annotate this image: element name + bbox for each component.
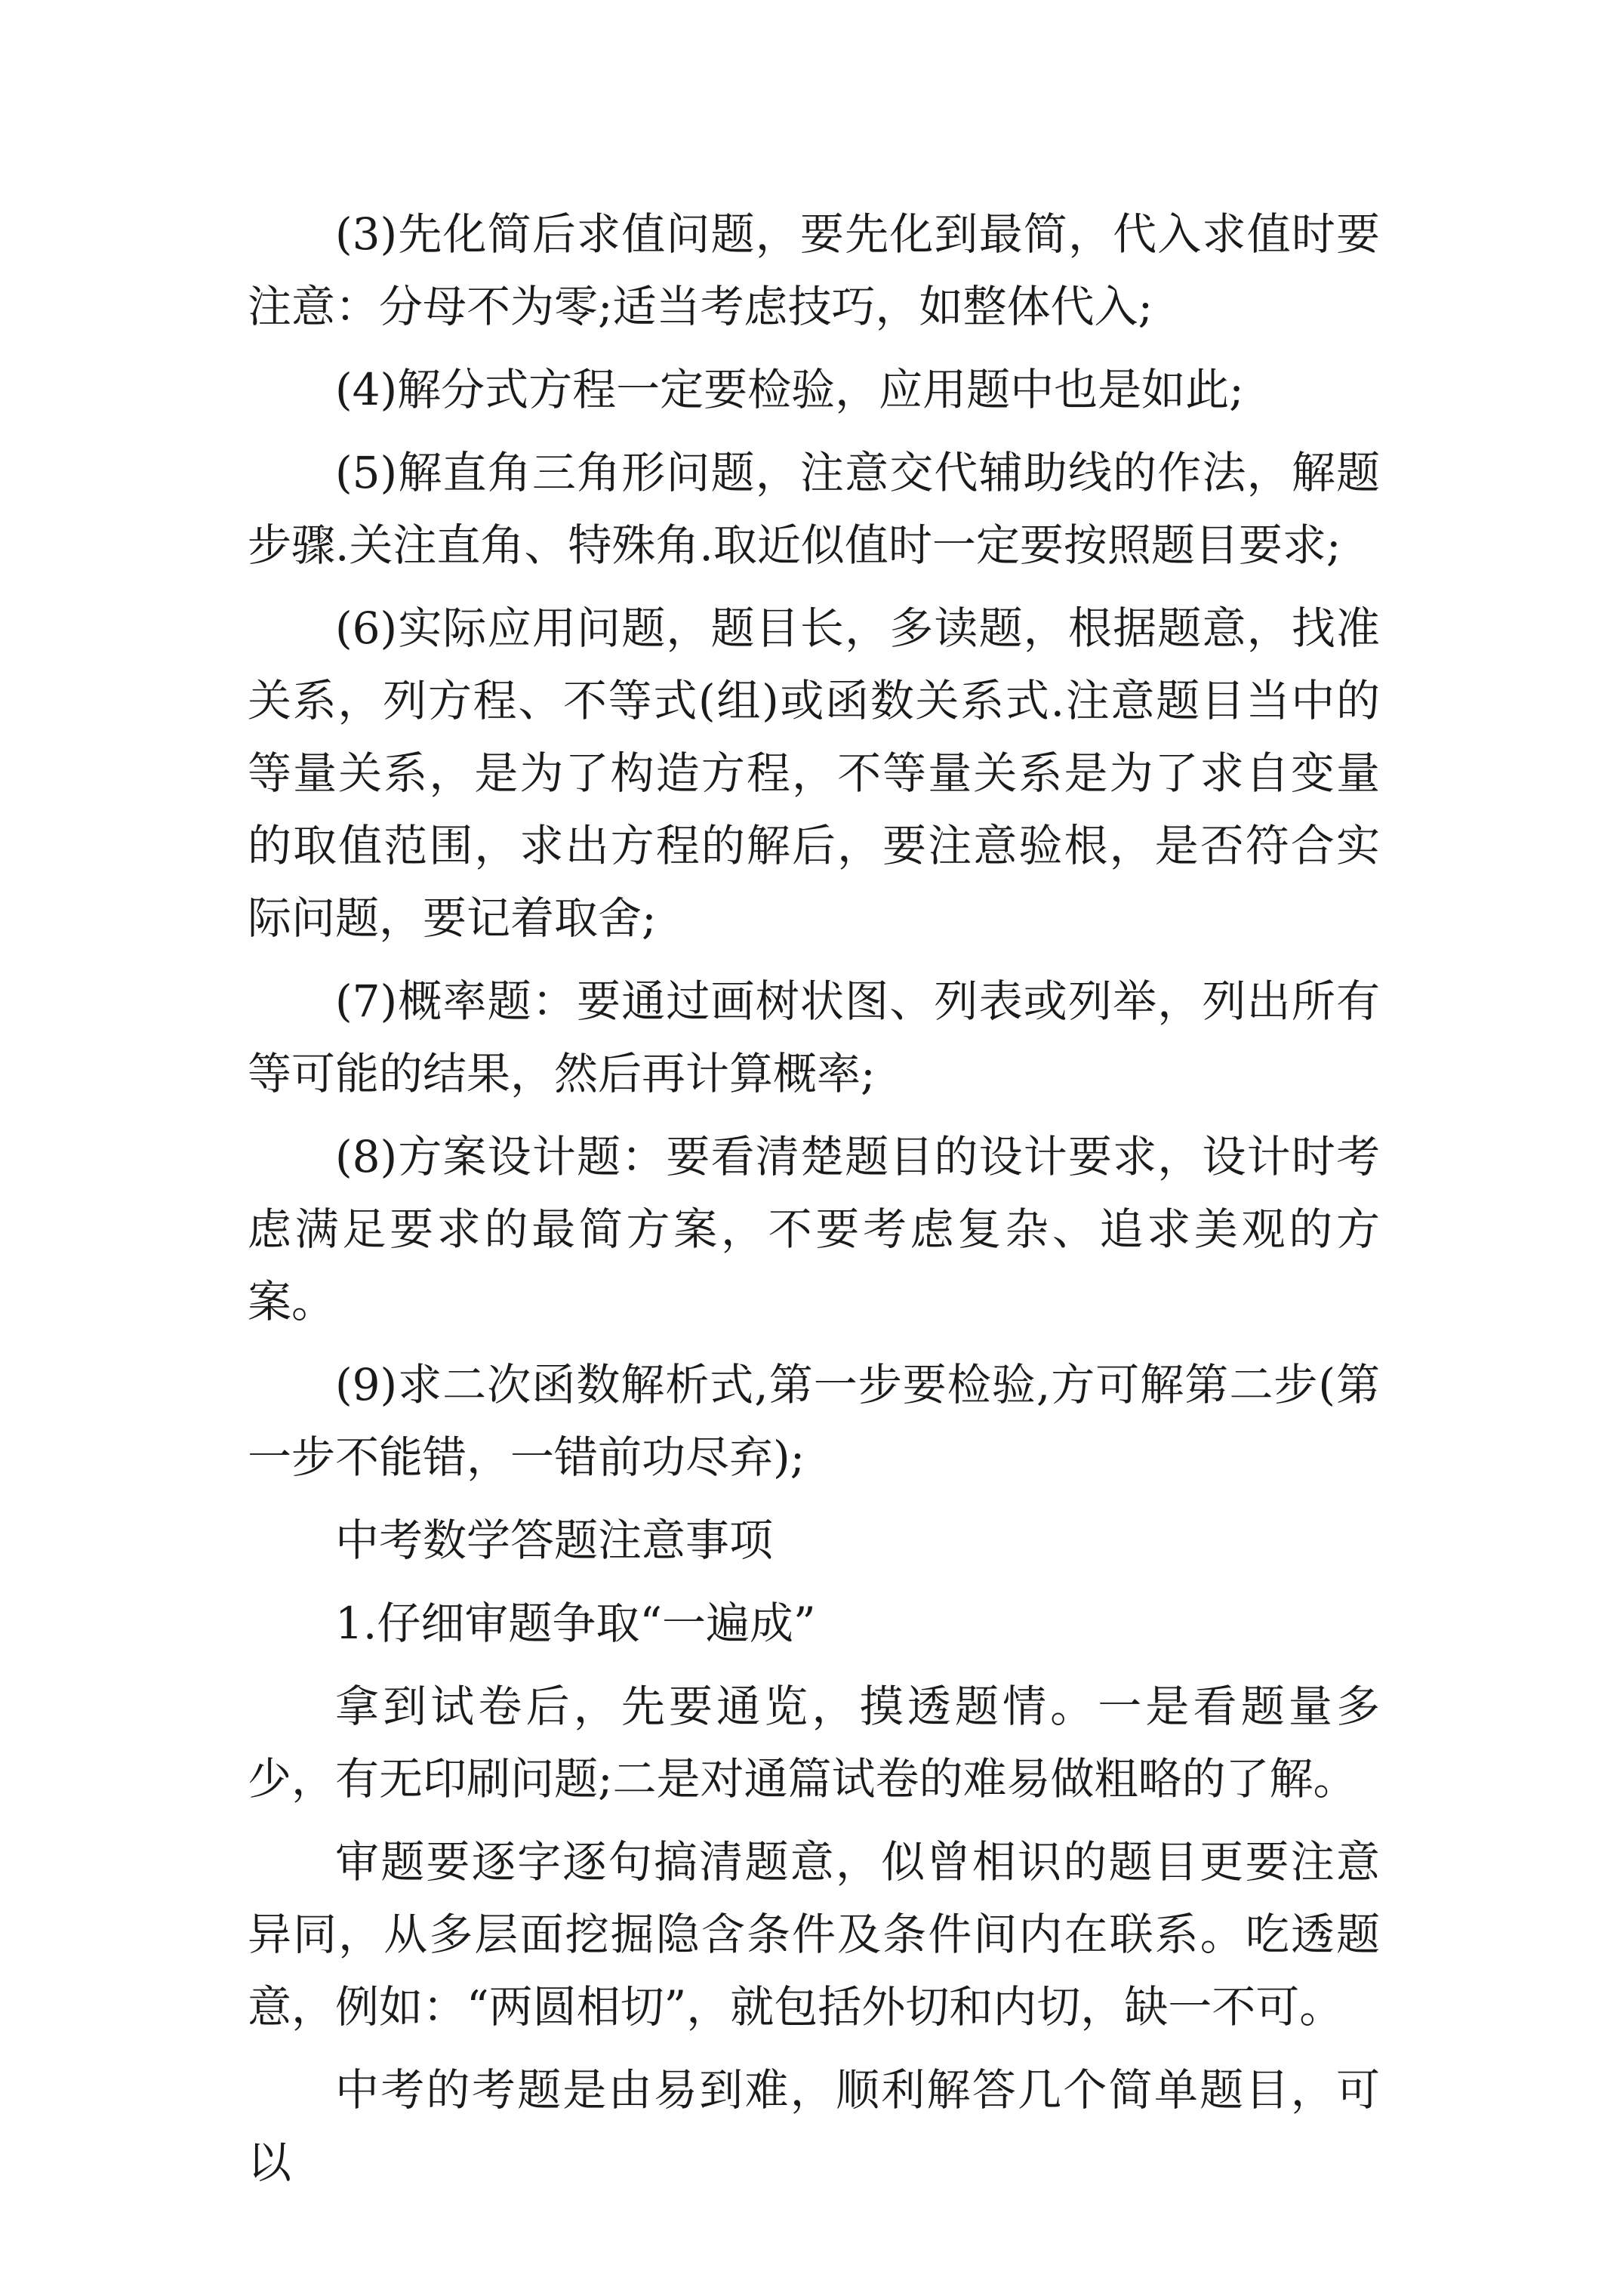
paragraph-item-4: (4)解分式方程一定要检验，应用题中也是如此;	[335, 364, 1244, 415]
subsection-heading: 1.仔细审题争取“一遍成”	[335, 1598, 816, 1649]
paragraph-overview: 拿到试卷后，先要通览，摸透题情。一是看题量多少，有无印刷问题;二是对通篇试卷的难易做粗略的了解。	[248, 1681, 1380, 1804]
paragraph-item-6: (6)实际应用问题，题目长，多读题，根据题意，找准关系，列方程、不等式(组)或函数关系式.注意题目当中的等量关系，是为了构造方程，不等量关系是为了求自变量的取值范围，求出方程的解后，要注意验根，是否符合实际问题，要记着取舍;	[248, 603, 1380, 944]
paragraph-item-7: (7)概率题：要通过画树状图、列表或列举，列出所有等可能的结果，然后再计算概率;	[248, 975, 1380, 1099]
paragraph-item-5: (5)解直角三角形问题，注意交代辅助线的作法，解题步骤.关注直角、特殊角.取近似值时一定要按照题目要求;	[248, 447, 1380, 571]
paragraph-item-9: (9)求二次函数解析式,第一步要检验,方可解第二步(第一步不能错，一错前功尽弃);	[248, 1359, 1380, 1483]
paragraph-order: 中考的考题是由易到难，顺利解答几个简单题目，可以	[248, 2064, 1380, 2188]
paragraph-review: 审题要逐字逐句搞清题意，似曾相识的题目更要注意异同，从多层面挖掘隐含条件及条件间内在联系。吃透题意，例如：“两圆相切”，就包括外切和内切，缺一不可。	[248, 1836, 1380, 2032]
paragraph-item-8: (8)方案设计题：要看清楚题目的设计要求，设计时考虑满足要求的最简方案，不要考虑复杂、追求美观的方案。	[248, 1131, 1380, 1327]
document-body	[248, 198, 1380, 2209]
paragraph-item-3: (3)先化简后求值问题，要先化到最简，代入求值时要注意：分母不为零;适当考虑技巧，如整体代入;	[248, 208, 1380, 332]
section-heading: 中考数学答题注意事项	[335, 1515, 774, 1566]
